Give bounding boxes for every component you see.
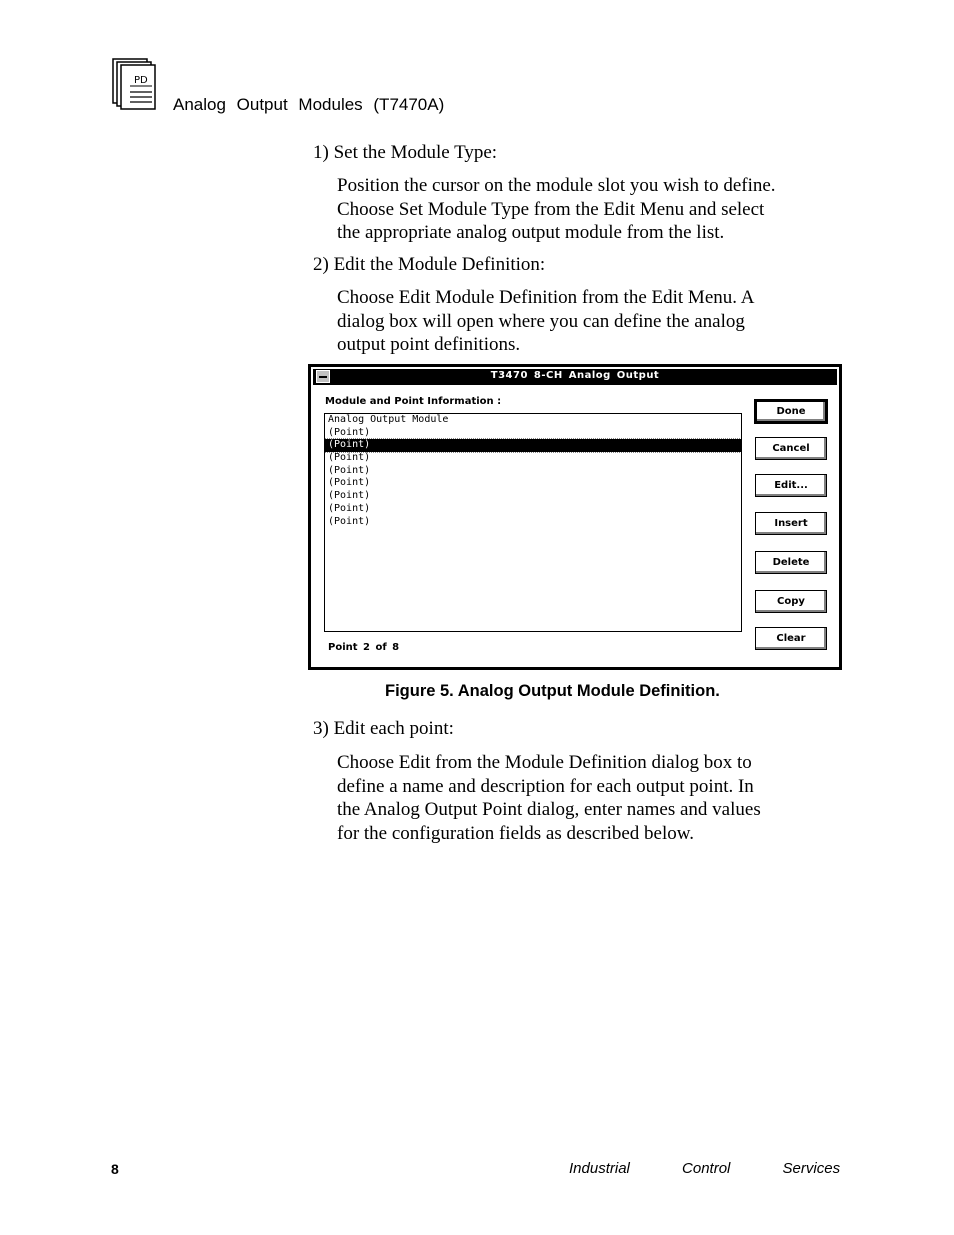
step-2-text (337, 286, 754, 357)
module-definition-dialog (308, 364, 842, 670)
list-item[interactable]: (Point) (328, 515, 371, 527)
step-3-line-2: define a name and description for each output point. In (337, 775, 754, 797)
insert-button[interactable]: Insert (755, 512, 827, 535)
pd-logo-text: PD (134, 75, 148, 86)
page-number: 8 (111, 1161, 119, 1177)
copy-button[interactable]: Copy (755, 590, 827, 613)
step-1-line-2: Choose Set Module Type from the Edit Menu and select (337, 198, 765, 220)
pd-logo-icon (112, 58, 156, 110)
step-1-text (337, 174, 776, 245)
step-1-heading: 1) Set the Module Type: (313, 142, 498, 163)
step-2-line-2: dialog box will open where you can define the analog (337, 310, 745, 332)
page-header-title: Analog Output Modules (T7470A) (173, 95, 445, 114)
delete-button[interactable]: Delete (755, 551, 827, 574)
step-3-line-4: for the configuration fields as described below. (337, 822, 695, 844)
cancel-button[interactable]: Cancel (755, 437, 827, 460)
dialog-title: T3470 8-CH Analog Output (490, 370, 660, 381)
footer-company: Industrial Control Services (569, 1160, 841, 1177)
dialog-titlebar (313, 369, 837, 385)
edit-button[interactable]: Edit... (755, 474, 827, 497)
step-1-line-1: Position the cursor on the module slot you wish to define. (337, 175, 776, 196)
list-item[interactable]: (Point) (328, 426, 371, 438)
step-2-heading: 2) Edit the Module Definition: (313, 254, 546, 275)
list-item[interactable]: (Point) (328, 477, 371, 489)
list-item[interactable]: (Point) (325, 439, 741, 452)
module-point-info-label: Module and Point Information : (325, 396, 502, 407)
step-3-line-3: the Analog Output Point dialog, enter names and values (337, 799, 761, 820)
list-item[interactable]: (Point) (328, 464, 371, 476)
step-2-line-1: Choose Edit Module Definition from the Edit Menu. A (337, 287, 755, 308)
list-item[interactable]: Analog Output Module (328, 414, 449, 425)
figure-caption: Figure 5. Analog Output Module Definition. (385, 682, 720, 700)
clear-button[interactable]: Clear (755, 627, 827, 650)
step-3-heading: 3) Edit each point: (313, 718, 454, 739)
module-point-listbox[interactable] (324, 413, 742, 632)
step-1-line-3: the appropriate analog output module from the list. (337, 222, 725, 243)
list-item[interactable]: (Point) (328, 452, 371, 464)
step-3-line-1: Choose Edit from the Module Definition dialog box to (337, 752, 752, 773)
point-status-text: Point 2 of 8 (328, 642, 400, 653)
done-button[interactable]: Done (755, 400, 827, 423)
list-item[interactable]: (Point) (328, 490, 371, 502)
step-2-line-3: output point definitions. (337, 334, 521, 355)
step-3-text (337, 751, 761, 845)
list-item[interactable]: (Point) (328, 502, 371, 514)
